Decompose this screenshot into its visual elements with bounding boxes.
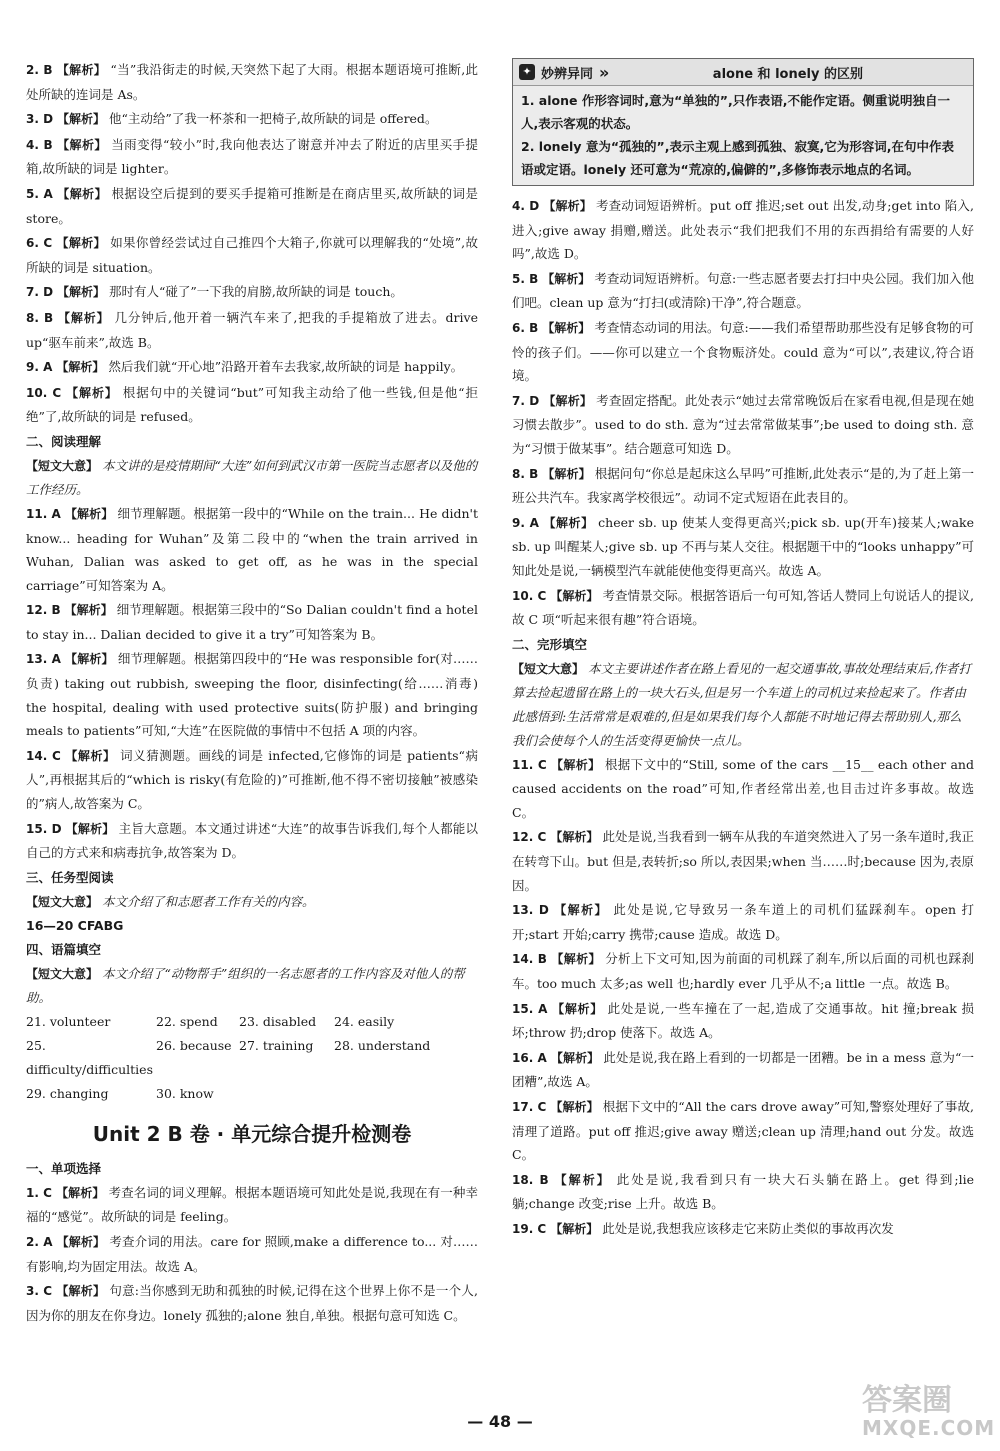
answer-item	[512, 997, 974, 1045]
lightbulb-icon: ✦	[519, 64, 535, 80]
analysis-text: 当雨变得“较小”时,我向他表达了谢意并冲去了附近的店里买手提箱,故所缺的词是 lighter。	[26, 136, 478, 177]
section-heading-grammar: 四、语篇填空	[26, 941, 102, 957]
summary-text: 本文主要讲述作者在路上看见的一起交通事故,事故处理结束后,作者打算去捡起遗留在路上的一块大石头,但是另一个车道上的司机过来捡起来了。作者由此感悟到:生活常常是艰难的,但是如果我们每个人都能不时地记得去帮助别人,那么我们会使每个人的生活变得更愉快一点儿。	[512, 660, 971, 748]
answer-number: 4. B	[26, 137, 53, 152]
summary-label: 【短文大意】	[26, 458, 99, 473]
answer-number: 4. D	[512, 199, 540, 213]
word-answer: 24. easily	[334, 1013, 395, 1029]
answer-list-single-choice-cont	[512, 194, 974, 632]
summary-text: 本文介绍了和志愿者工作有关的内容。	[102, 893, 315, 909]
answer-number: 14. C	[26, 748, 61, 763]
answer-item	[512, 1046, 974, 1094]
summary-text: 本文讲的是疫情期间“大连”如何到武汉市第一医院当志愿者以及他的工作经历。	[26, 457, 478, 497]
answer-item	[512, 194, 974, 266]
section-heading-cloze: 二、完形填空	[512, 636, 588, 652]
word-answer: 25. difficulty/difficulties	[26, 1037, 153, 1077]
analysis-text: 此处是说,我在路上看到的一切都是一团糟。be in a mess 意为“一团糟”,故选 A。	[512, 1049, 974, 1090]
analysis-text: 此处是说,一些车撞在了一起,造成了交通事故。hit 撞;break 损坏;throw 扔;drop 使落下。故选 A。	[512, 1000, 974, 1041]
left-column	[26, 58, 478, 1328]
watermark-url: MXQE.COM	[862, 1416, 996, 1440]
analysis-text: 此处是说,我想我应该移走它来防止类似的事故再次发	[602, 1220, 894, 1236]
analysis-tag: 【解析】	[550, 1050, 600, 1065]
tip-box-body	[513, 86, 973, 185]
summary-label: 【短文大意】	[26, 966, 99, 981]
tip-box-topic: alone 和 lonely 的区别	[712, 66, 863, 82]
analysis-text: 根据设空后提到的要买手提箱可推断是在商店里买,故所缺的词是 store。	[26, 185, 478, 226]
unit-title: Unit 2 B 卷 · 单元综合提升检测卷	[92, 1121, 412, 1146]
answer-item	[26, 1230, 478, 1278]
answer-number: 10. C	[26, 385, 62, 400]
answer-item	[512, 898, 974, 946]
summary-grammar	[26, 962, 478, 1010]
analysis-text: 主旨大意题。本文通过讲述“大连”的故事告诉我们,每个人都能以自己的方式来和病毒抗争,故答案为 D。	[26, 820, 478, 861]
answer-item	[26, 182, 478, 230]
analysis-text: 根据下文中的“All the cars drove away”可知,警察处理好了事故,清理了道路。put off 推迟;give away 赠送;clean up 清理;hand out 分发。故选 C。	[512, 1099, 975, 1163]
analysis-text: 考查动词短语辨析。句意:一些志愿者要去打扫中央公园。我们加入他们吧。clean up 意为“打扫(或清除)干净”,符合题意。	[512, 270, 974, 311]
answer-list-cloze	[512, 753, 974, 1242]
analysis-text: 此处是说,它导致另一条车道上的司机们猛踩刹车。open 打开;start 开始;carry 携带;cause 造成。故选 D。	[512, 902, 974, 942]
analysis-tag: 【解析】	[57, 186, 108, 201]
analysis-tag: 【解析】	[551, 757, 601, 772]
answer-item	[26, 280, 478, 305]
double-chevron-right-icon: »	[599, 62, 610, 82]
answer-item	[512, 389, 974, 461]
answer-item	[512, 753, 974, 825]
analysis-text: 细节理解题。根据第一段中的“While on the train... He didn't know... heading for Wuhan”及第二段中的“when the train arrived in Wuhan, Dalian was asked to get off, as he was in the special carriage”可知答案为 A。	[26, 505, 478, 593]
answer-item	[26, 817, 478, 865]
tip-box-title: 妙辨异同	[541, 66, 594, 82]
word-answer: 22. spend	[156, 1013, 218, 1029]
answer-item	[26, 231, 478, 279]
analysis-text: 那时有人“碰了”一下我的肩膀,故所缺的词是 touch。	[109, 284, 403, 300]
answer-item	[26, 1181, 478, 1229]
analysis-text: cheer sb. up 使某人变得更高兴;pick sb. up(开车)接某人;wake sb. up 叫醒某人;give sb. up 不再与某人交往。根据题干中的“looks unhappy”可知此处是说,一辆模型汽车就能使他变得更高兴。故选 A。	[512, 514, 974, 578]
answer-item	[26, 647, 478, 742]
analysis-tag: 【解析】	[57, 112, 106, 127]
analysis-tag: 【解析】	[65, 748, 116, 763]
analysis-text: 考查介词的用法。care for 照顾,make a difference to... 对……有影响,均为固定用法。故选 A。	[26, 1234, 478, 1274]
analysis-tag: 【解析】	[550, 830, 599, 845]
answer-number: 19. C	[512, 1221, 547, 1236]
answer-number: 9. A	[512, 515, 539, 530]
answer-number: 6. B	[512, 320, 539, 335]
analysis-text: 他“主动给”了我一杯茶和一把椅子,故所缺的词是 offered。	[109, 111, 438, 127]
tip-point-2: 2. lonely 意为“孤独的”,表示主观上感到孤独、寂寞,它为形容词,在句中作表语或定语。lonely 还可意为“荒凉的,偏僻的”,多修饰表示地点的名词。	[521, 139, 955, 177]
answer-number: 13. A	[26, 652, 61, 667]
analysis-tag: 【解析】	[543, 393, 593, 408]
analysis-tag: 【解析】	[554, 1172, 611, 1187]
word-answer-grid	[26, 1010, 478, 1106]
answer-number: 5. B	[512, 271, 539, 286]
word-answer: 27. training	[239, 1037, 314, 1053]
answer-item	[26, 107, 478, 132]
page-number: — 48 —	[467, 1412, 533, 1431]
tip-box-header	[513, 59, 973, 86]
answer-item	[26, 598, 478, 646]
summary-cloze	[512, 657, 974, 753]
analysis-tag: 【解析】	[56, 1235, 106, 1249]
watermark-logo	[862, 1383, 996, 1445]
answer-item	[26, 744, 478, 816]
analysis-text: 此处是说,当我看到一辆车从我的车道突然进入了另一条车道时,我正在转弯下山。but 但是,表转折;so 所以,表因果;when 当……时;because 因为,表原因。	[512, 829, 974, 893]
answer-item	[26, 58, 478, 106]
answer-number: 15. D	[26, 821, 62, 836]
analysis-tag: 【解析】	[56, 236, 106, 251]
answer-number: 9. A	[26, 360, 53, 375]
answer-list-single-choice	[26, 1181, 478, 1328]
answer-list-cloze-part1	[26, 58, 478, 429]
analysis-tag: 【解析】	[550, 1221, 599, 1236]
analysis-tag: 【解析】	[543, 199, 592, 213]
answer-number: 16. A	[512, 1050, 547, 1065]
analysis-tag: 【解析】	[64, 506, 114, 521]
answer-number: 3. C	[26, 1284, 53, 1299]
analysis-tag: 【解析】	[551, 952, 601, 967]
answer-number: 17. C	[512, 1100, 547, 1114]
analysis-text: 词义猜测题。画线的词是 infected,它修饰的词是 patients“病人”,再根据其后的“which is risky(有危险的)”可推断,他不得不密切接触”被感染的”病人,故答案为 C。	[26, 747, 478, 812]
summary-text: 本文介绍了“动物帮手”组织的一名志愿者的工作内容及对他人的帮助。	[26, 965, 465, 1005]
analysis-text: 细节理解题。根据第四段中的“He was responsible for(对……负责) taking out rubbish, sweeping the floor, disinfecting(给……消毒) the hospital, dealing with used protective suits(防护服) and bringing meals to patients”可知,“大连”在医院做的事情中不包括 A 项的内容。	[26, 651, 478, 739]
answer-number: 15. A	[512, 1001, 548, 1016]
tip-box	[512, 58, 974, 186]
analysis-tag: 【解析】	[543, 515, 594, 530]
answer-item	[26, 381, 478, 429]
word-answer: 30. know	[156, 1085, 214, 1101]
analysis-tag: 【解析】	[542, 271, 591, 286]
word-answer: 28. understand	[334, 1037, 431, 1053]
analysis-text: 根据问句“你总是起床这么早吗”可推断,此处表示“是的,为了赶上第一班公共汽车。我家离学校很远”。动词不定式短语在此表目的。	[512, 465, 974, 506]
analysis-text: 根据句中的关键词“but”可知我主动给了他一些钱,但是他“拒绝”了,故所缺的词是 refused。	[26, 384, 478, 425]
analysis-tag: 【解析】	[57, 137, 107, 152]
analysis-text: 细节理解题。根据第三段中的“So Dalian couldn't find a hotel to stay in... Dalian decided to give it a try”可知答案为 B。	[26, 602, 478, 642]
analysis-text: 考查名词的词义理解。根据本题语境可知此处是说,我现在有一种幸福的“感觉”。故所缺的词是 feeling。	[26, 1184, 478, 1225]
analysis-text: 考查动词短语辨析。put off 推迟;set out 出发,动身;get into 陷入,进入;give away 捐赠,赠送。此处表示“我们把我们不用的东西捐给有需要的人好吗”,故选 D。	[512, 198, 974, 262]
answer-item	[512, 1095, 974, 1167]
section-heading-reading: 二、阅读理解	[26, 433, 102, 449]
analysis-tag: 【解析】	[65, 652, 114, 667]
answer-item	[512, 1217, 974, 1242]
analysis-text: “当”我沿街走的时候,天突然下起了大雨。根据本题语境可推断,此处所缺的连词是 As。	[26, 62, 478, 102]
analysis-text: 根据下文中的“Still, some of the cars __15__ each other and caused accidents on the road”可知,作者经常出差,也目击过许多事故。故选 C。	[512, 756, 974, 820]
answer-item	[26, 306, 478, 354]
answer-number: 3. D	[26, 112, 54, 127]
analysis-tag: 【解析】	[542, 320, 591, 335]
analysis-text: 考查固定搭配。此处表示“她过去常常晚饭后在家看电视,但是现在她习惯去散步”。used to do sth. 意为“过去常常做某事”;be used to doing sth. 意为“习惯于做某事”。结合题意可知选 D。	[512, 392, 974, 456]
analysis-tag: 【解析】	[58, 310, 110, 325]
watermark-text: 答案圈	[862, 1383, 952, 1418]
answer-item	[26, 502, 478, 597]
analysis-tag: 【解析】	[56, 1284, 106, 1299]
analysis-text: 考查情景交际。根据答语后一句可知,答话人赞同上句说话人的提议,故 C 项“听起来很有趣”符合语境。	[512, 587, 974, 628]
task-answer: 16—20 CFABG	[26, 917, 124, 933]
answer-item	[512, 825, 974, 897]
summary-label: 【短文大意】	[26, 894, 99, 909]
answer-number: 14. B	[512, 952, 547, 967]
analysis-text: 如果你曾经尝试过自己推四个大箱子,你就可以理解我的“处境”,故所缺的词是 situation。	[26, 235, 478, 275]
answer-number: 1. C	[26, 1185, 52, 1200]
summary-task	[26, 890, 478, 914]
answer-number: 11. C	[512, 757, 547, 772]
right-column	[512, 58, 974, 1243]
answer-item	[512, 511, 974, 583]
summary-label: 【短文大意】	[512, 661, 585, 676]
answer-number: 6. C	[26, 236, 53, 251]
analysis-text: 句意:当你感到无助和孤独的时候,记得在这个世界上你不是一个人,因为你的朋友在你身边。lonely 孤独的;alone 独自,单独。根据句意可知选 C。	[26, 1283, 478, 1323]
word-answer: 29. changing	[26, 1085, 109, 1101]
analysis-text: 考查情态动词的用法。句意:——我们希望帮助那些没有足够食物的可怜的孩子们。——你可以建立一个食物赈济处。could 意为“可以”,表建议,符合语境。	[512, 319, 974, 384]
analysis-tag: 【解析】	[64, 603, 113, 618]
analysis-tag: 【解析】	[56, 1185, 105, 1200]
answer-item	[512, 462, 974, 510]
answer-item	[512, 316, 974, 388]
analysis-text: 几分钟后,他开着一辆汽车来了,把我的手提箱放了进去。drive up“驱车前来”,故选 B。	[26, 309, 478, 350]
answer-number: 13. D	[512, 903, 549, 918]
word-answer: 21. volunteer	[26, 1013, 111, 1029]
analysis-text: 此处是说,我看到只有一块大石头躺在路上。get 得到;lie 躺;change 改变;rise 上升。故选 B。	[512, 1171, 974, 1212]
analysis-text: 然后我们就“开心地”沿路开着车去我家,故所缺的词是 happily。	[108, 359, 464, 375]
analysis-tag: 【解析】	[57, 285, 106, 300]
word-answer: 23. disabled	[239, 1013, 317, 1029]
answer-item	[512, 584, 974, 632]
section-heading-task: 三、任务型阅读	[26, 869, 114, 885]
answer-list-reading	[26, 502, 478, 865]
answer-item	[26, 355, 478, 380]
answer-item	[512, 267, 974, 315]
answer-item	[26, 133, 478, 181]
answer-number: 18. B	[512, 1172, 549, 1187]
analysis-tag: 【解析】	[66, 385, 118, 400]
answer-number: 8. B	[512, 466, 539, 481]
answer-number: 12. B	[26, 603, 61, 618]
analysis-tag: 【解析】	[65, 821, 115, 836]
answer-number: 2. B	[26, 63, 53, 77]
answer-number: 7. D	[26, 285, 54, 300]
analysis-tag: 【解析】	[56, 360, 105, 375]
analysis-tag: 【解析】	[56, 63, 107, 77]
answer-item	[26, 1279, 478, 1327]
section-heading-single-choice: 一、单项选择	[26, 1160, 102, 1176]
analysis-tag: 【解析】	[550, 588, 599, 603]
tip-point-1: 1. alone 作形容词时,意为“单独的”,只作表语,不能作定语。侧重说明独自一人,表示客观的状态。	[521, 93, 951, 131]
answer-number: 10. C	[512, 588, 547, 603]
summary-reading	[26, 454, 478, 502]
word-answer: 26. because	[156, 1037, 232, 1053]
analysis-tag: 【解析】	[542, 466, 591, 481]
answer-item	[512, 1168, 974, 1216]
answer-number: 11. A	[26, 506, 61, 521]
analysis-tag: 【解析】	[550, 1100, 599, 1114]
analysis-tag: 【解析】	[552, 1001, 603, 1016]
analysis-text: 分析上下文可知,因为前面的司机踩了刹车,所以后面的司机也踩刹车。too much 太多;as well 也;hardly ever 几乎从不;a little 一点。故选 B。	[512, 951, 974, 992]
answer-number: 5. A	[26, 186, 53, 201]
answer-number: 8. B	[26, 310, 54, 325]
answer-number: 2. A	[26, 1235, 53, 1249]
answer-number: 7. D	[512, 393, 540, 408]
answer-number: 12. C	[512, 830, 547, 845]
analysis-tag: 【解析】	[554, 903, 608, 918]
answer-item	[512, 947, 974, 995]
